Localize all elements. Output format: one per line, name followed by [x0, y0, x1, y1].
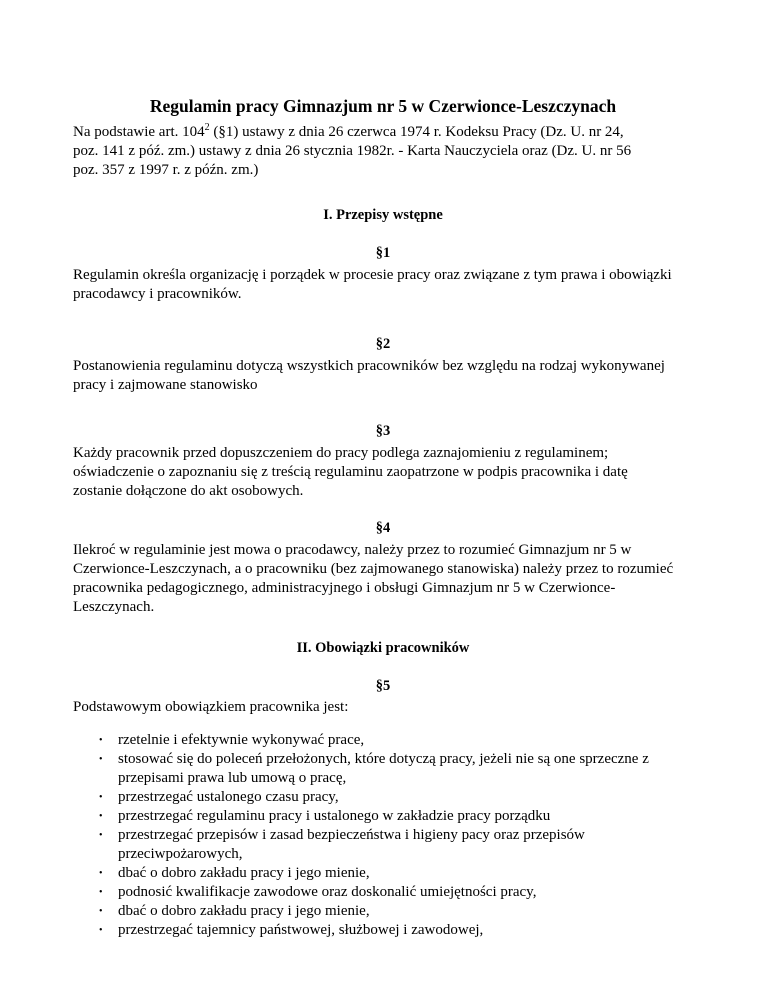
list-item-line-1: podnosić kwalifikacje zawodowe oraz doskonalić umiejętności pracy, — [118, 884, 537, 900]
bullet-icon: • — [99, 887, 103, 898]
paragraph-3-line-3: zostanie dołączone do akt osobowych. — [73, 483, 304, 499]
list-item-line-1: rzetelnie i efektywnie wykonywać prace, — [118, 732, 365, 748]
list-item — [73, 883, 713, 902]
list-item — [73, 864, 713, 883]
duties-list — [73, 731, 713, 940]
intro-paragraph — [73, 123, 713, 180]
section-heading-1: I. Przepisy wstępne — [323, 207, 443, 223]
paragraph-5-intro: Podstawowym obowiązkiem pracownika jest: — [73, 699, 349, 715]
list-item-line-1: przestrzegać tajemnicy państwowej, służbowej i zawodowej, — [118, 922, 484, 938]
section-heading-2: II. Obowiązki pracowników — [296, 640, 470, 656]
paragraph-mark-2: §2 — [375, 336, 391, 352]
bullet-icon: • — [99, 754, 103, 765]
paragraph-3-text — [73, 444, 713, 501]
bullet-icon: • — [99, 735, 103, 746]
paragraph-1-text — [73, 266, 713, 304]
paragraph-4-line-2: Czerwionce-Leszczynach, a o pracowniku (bez zajmowanego stanowiska) należy przez to rozumieć — [73, 561, 674, 577]
list-item-line-1: dbać o dobro zakładu pracy i jego mienie, — [118, 903, 370, 919]
list-item-line-1: przestrzegać przepisów i zasad bezpieczeństwa i higieny pacy oraz przepisów — [118, 827, 585, 843]
bullet-icon: • — [99, 925, 103, 936]
paragraph-4-line-3: pracownika pedagogicznego, administracyjnego i obsługi Gimnazjum nr 5 w Czerwionce- — [73, 580, 616, 596]
list-item-line-1: przestrzegać ustalonego czasu pracy, — [118, 789, 339, 805]
paragraph-4-line-1: Ilekroć w regulaminie jest mowa o pracodawcy, należy przez to rozumieć Gimnazjum nr 5 w — [73, 542, 632, 558]
paragraph-mark-1: §1 — [375, 245, 391, 261]
list-item-line-2: przepisami prawa lub umową o pracę, — [118, 770, 347, 786]
bullet-icon: • — [99, 792, 103, 803]
paragraph-2-text — [73, 357, 713, 395]
paragraph-2-line-2: pracy i zajmowane stanowisko — [73, 377, 258, 393]
list-item — [73, 731, 713, 750]
document-title: Regulamin pracy Gimnazjum nr 5 w Czerwionce-Leszczynach — [149, 96, 617, 116]
bullet-icon: • — [99, 830, 103, 841]
paragraph-1-line-2: pracodawcy i pracowników. — [73, 286, 242, 302]
paragraph-mark-3: §3 — [375, 423, 391, 439]
list-item — [73, 788, 713, 807]
paragraph-4-text — [73, 541, 713, 617]
list-item-line-2: przeciwpożarowych, — [118, 846, 243, 862]
intro-line-1: Na podstawie art. $104^2$ (§1) ustawy z dnia 26 czerwca 1974 r. Kodeksu Pracy (Dz. U. nr 24, — [73, 122, 624, 140]
superscript-2: 2 — [204, 122, 210, 133]
intro-line-3: poz. 357 z 1997 r. z późn. zm.) — [73, 162, 259, 178]
bullet-icon: • — [99, 811, 103, 822]
paragraph-mark-4: §4 — [375, 520, 391, 536]
paragraph-1-line-1: Regulamin określa organizację i porządek w procesie pracy oraz związane z tym prawa i obowiązki — [73, 267, 672, 283]
paragraph-4-line-4: Leszczynach. — [73, 599, 155, 615]
list-item-line-1: stosować się do poleceń przełożonych, które dotyczą pracy, jeżeli nie są one sprzeczne z — [118, 751, 649, 767]
list-item — [73, 807, 713, 826]
list-item — [73, 750, 713, 788]
intro-line-2: poz. 141 z póź. zm.) ustawy z dnia 26 stycznia 1982r. - Karta Nauczyciela oraz (Dz. U. nr 56 — [73, 143, 632, 159]
paragraph-mark-5: §5 — [375, 678, 391, 694]
list-item — [73, 902, 713, 921]
paragraph-2-line-1: Postanowienia regulaminu dotyczą wszystkich pracowników bez względu na rodzaj wykonywanej — [73, 358, 665, 374]
list-item — [73, 826, 713, 864]
list-item — [73, 921, 713, 940]
list-item-line-1: przestrzegać regulaminu pracy i ustalonego w zakładzie pracy porządku — [118, 808, 551, 824]
paragraph-3-line-2: oświadczenie o zapoznaniu się z treścią regulaminu zaopatrzone w podpis pracownika i datę — [73, 464, 628, 480]
bullet-icon: • — [99, 906, 103, 917]
bullet-icon: • — [99, 868, 103, 879]
list-item-line-1: dbać o dobro zakładu pracy i jego mienie, — [118, 865, 370, 881]
paragraph-3-line-1: Każdy pracownik przed dopuszczeniem do pracy podlega zaznajomieniu z regulaminem; — [73, 445, 609, 461]
